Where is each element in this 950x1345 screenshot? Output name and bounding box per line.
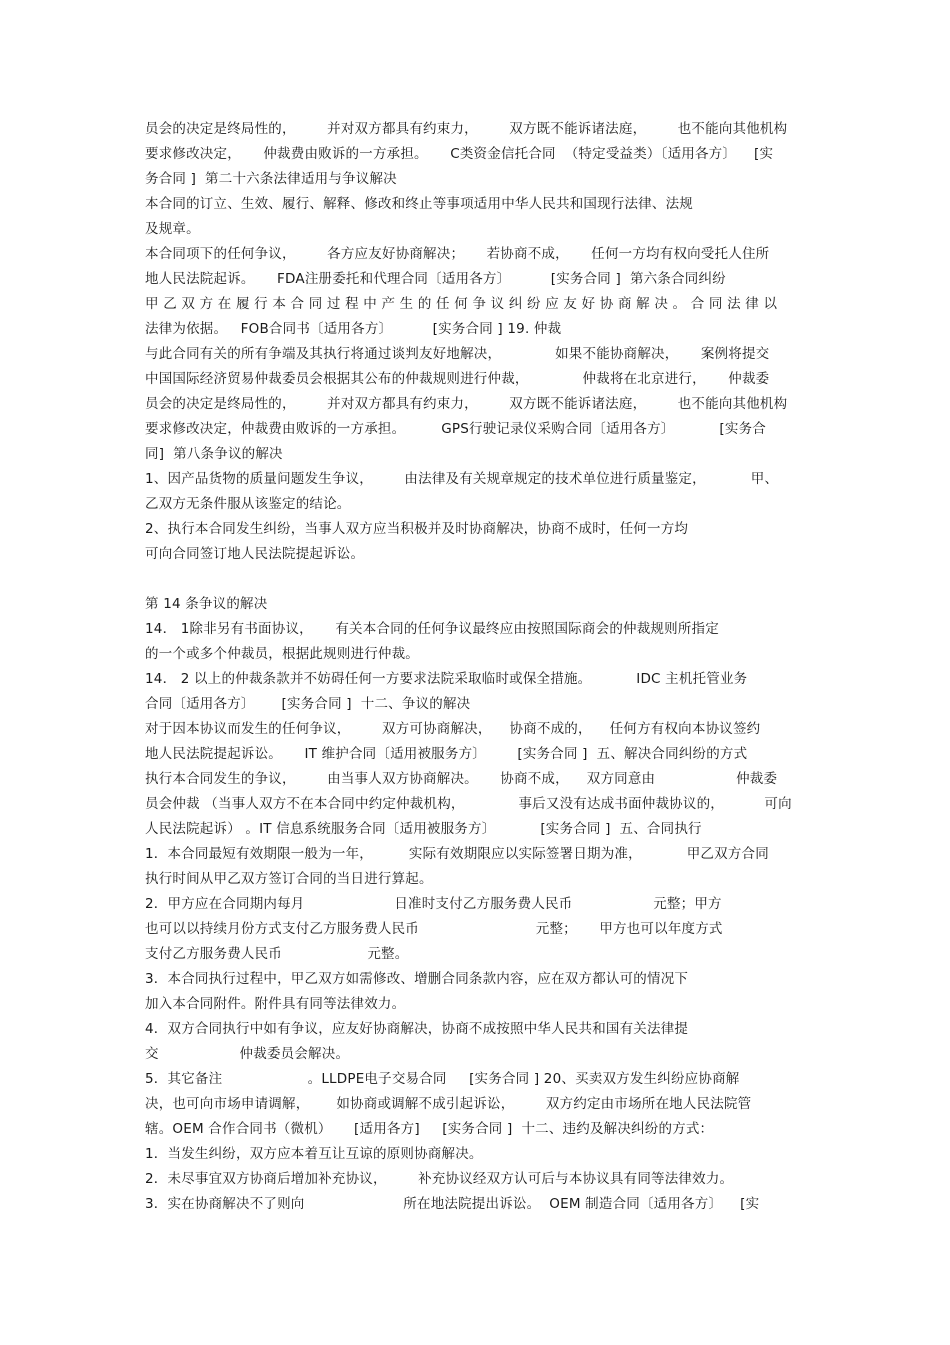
text-line: 本合同的订立、生效、履行、解释、修改和终止等事项适用中华人民共和国现行法律、法规 bbox=[145, 196, 693, 212]
section-heading: 第 14 条争议的解决 bbox=[145, 596, 268, 612]
text-line: 地人民法院提起诉讼。 IT 维护合同〔适用被服务方〕 [实务合同 ] 五、解决合同纠纷的方式 bbox=[145, 746, 748, 762]
text-line: 与此合同有关的所有争端及其执行将通过谈判友好地解决， 如果不能协商解决， 案例将提交 bbox=[145, 346, 770, 362]
text-line: 3．实在协商解决不了则向 所在地法院提出诉讼。 OEM 制造合同〔适用各方〕 [实 bbox=[145, 1196, 760, 1212]
text-line: 1．当发生纠纷，双方应本着互让互谅的原则协商解决。 bbox=[145, 1146, 483, 1162]
text-line: 对于因本协议而发生的任何争议， 双方可协商解决， 协商不成的， 任何方有权向本协议签约 bbox=[145, 721, 761, 737]
text-line: 4．双方合同执行中如有争议，应友好协商解决，协商不成按照中华人民共和国有关法律提 bbox=[145, 1021, 689, 1037]
text-line: 地人民法院起诉。 FDA注册委托和代理合同〔适用各方〕 [实务合同 ] 第六条合同纠纷 bbox=[145, 271, 726, 287]
text-line: 本合同项下的任何争议， 各方应友好协商解决； 若协商不成， 任何一方均有权向受托人住所 bbox=[145, 246, 770, 262]
text-line: 支付乙方服务费人民币 元整。 bbox=[145, 946, 409, 962]
text-line: 也可以以持续月份方式支付乙方服务费人民币 元整； 甲方也可以年度方式 bbox=[145, 921, 723, 937]
text-line: 执行时间从甲乙双方签订合同的当日进行算起。 bbox=[145, 871, 433, 887]
text-line: 及规章。 bbox=[145, 221, 200, 237]
text-line: 中国国际经济贸易仲裁委员会根据其公布的仲裁规则进行仲裁， 仲裁将在北京进行， 仲裁委 bbox=[145, 371, 770, 387]
text-line: 的一个或多个仲裁员，根据此规则进行仲裁。 bbox=[145, 646, 419, 662]
text-line: 员会仲裁 （当事人双方不在本合同中约定仲裁机构， 事后又没有达成书面仲裁协议的， 可向 bbox=[145, 796, 792, 812]
text-line: 要求修改决定，仲裁费由败诉的一方承担。 GPS行驶记录仪采购合同〔适用各方〕 [实务合 bbox=[145, 421, 766, 437]
text-line: 3．本合同执行过程中，甲乙双方如需修改、增删合同条款内容，应在双方都认可的情况下 bbox=[145, 971, 689, 987]
text-line: 员会的决定是终局性的， 并对双方都具有约束力， 双方既不能诉诸法庭， 也不能向其他机构 bbox=[145, 121, 788, 137]
text-line: 务合同 ] 第二十六条法律适用与争议解决 bbox=[145, 171, 397, 187]
text-line: 5．其它备注 。LLDPE电子交易合同 [实务合同 ] 20、买卖双方发生纠纷应协商解 bbox=[145, 1071, 740, 1087]
text-line: 决，也可向市场申请调解， 如协商或调解不成引起诉讼， 双方约定由市场所在地人民法院管 bbox=[145, 1096, 752, 1112]
text-line: 辖。OEM 合作合同书（微机） [适用各方] [实务合同 ] 十二、违约及解决纠纷的方式： bbox=[145, 1121, 714, 1137]
text-line: 14． 2 以上的仲裁条款并不妨碍任何一方要求法院采取临时或保全措施。 IDC 主机托管业务 bbox=[145, 671, 748, 687]
text-line: 2．甲方应在合同期内每月 日准时支付乙方服务费人民币 元整；甲方 bbox=[145, 896, 722, 912]
text-line: 执行本合同发生的争议， 由当事人双方协商解决。 协商不成， 双方同意由 仲裁委 bbox=[145, 771, 778, 787]
text-line: 交 仲裁委员会解决。 bbox=[145, 1046, 350, 1062]
text-line: 人民法院起诉） 。IT 信息系统服务合同〔适用被服务方〕 [实务合同 ] 五、合同执行 bbox=[145, 821, 702, 837]
text-line: 加入本合同附件。附件具有同等法律效力。 bbox=[145, 996, 406, 1012]
text-line: 合同〔适用各方〕 [实务合同 ] 十二、争议的解决 bbox=[145, 696, 471, 712]
text-line: 甲 乙 双 方 在 履 行 本 合 同 过 程 中 产 生 的 任 何 争 议 纠 纷 应 友 好 协 商 解 决 。 合 同 法 律 以 bbox=[145, 296, 778, 312]
text-line: 乙双方无条件服从该鉴定的结论。 bbox=[145, 496, 351, 512]
text-line: 同] 第八条争议的解决 bbox=[145, 446, 283, 462]
text-line: 1、因产品货物的质量问题发生争议， 由法律及有关规章规定的技术单位进行质量鉴定， 甲、 bbox=[145, 471, 779, 487]
text-line: 2、执行本合同发生纠纷，当事人双方应当积极并及时协商解决，协商不成时，任何一方均 bbox=[145, 521, 689, 537]
text-line: 2．未尽事宜双方协商后增加补充协议， 补充协议经双方认可后与本协议具有同等法律效力。 bbox=[145, 1171, 734, 1187]
text-line: 14． 1除非另有书面协议， 有关本合同的任何争议最终应由按照国际商会的仲裁规则所指定 bbox=[145, 621, 719, 637]
text-line: 要求修改决定， 仲裁费由败诉的一方承担。 C类资金信托合同 （特定受益类）〔适用各方〕 [实 bbox=[145, 146, 774, 162]
text-line: 1．本合同最短有效期限一般为一年， 实际有效期限应以实际签署日期为准， 甲乙双方合同 bbox=[145, 846, 769, 862]
text-line: 可向合同签订地人民法院提起诉讼。 bbox=[145, 546, 365, 562]
text-line: 法律为依据。 FOB合同书〔适用各方〕 [实务合同 ] 19. 仲裁 bbox=[145, 321, 562, 337]
text-line: 员会的决定是终局性的， 并对双方都具有约束力， 双方既不能诉诸法庭， 也不能向其他机构 bbox=[145, 396, 788, 412]
